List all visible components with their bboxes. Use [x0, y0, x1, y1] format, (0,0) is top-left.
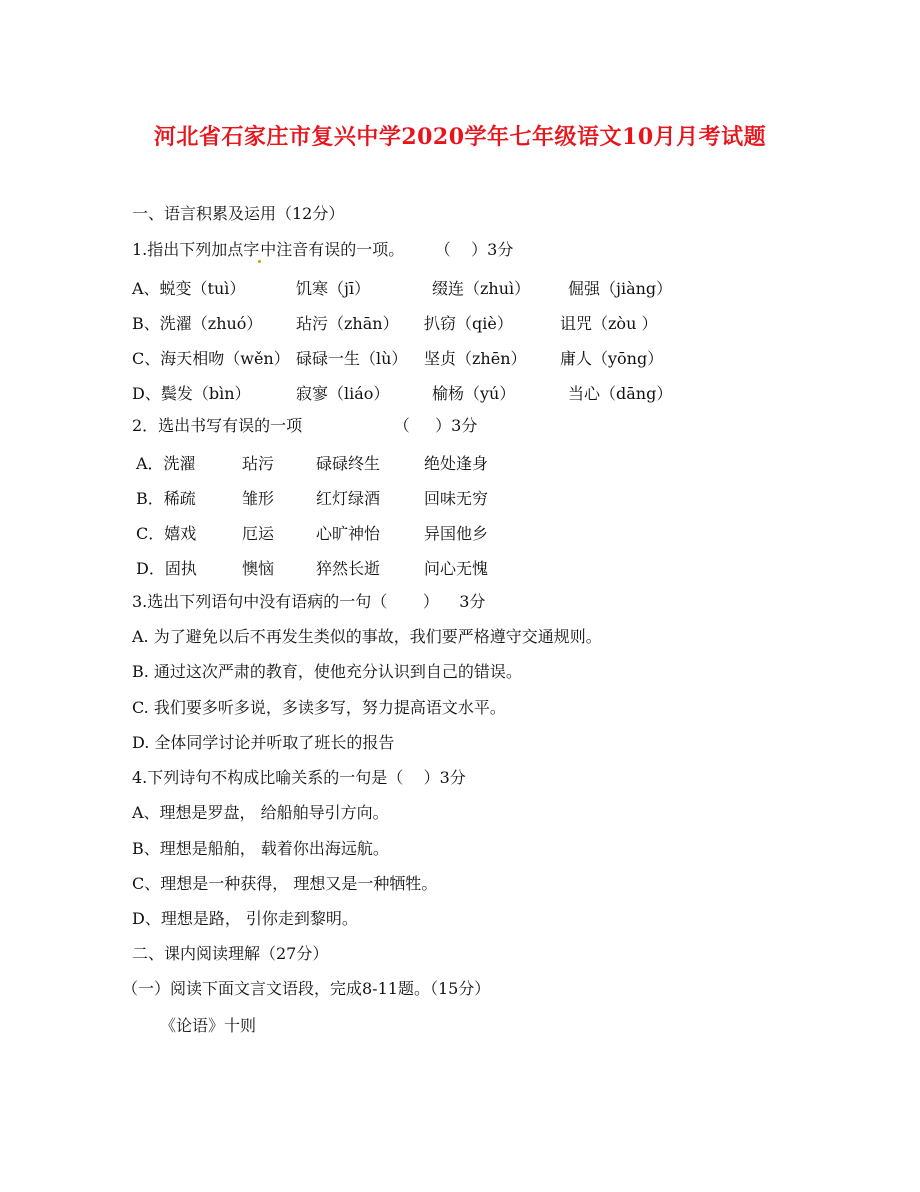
q1-row-a	[0, 276, 920, 296]
q3-option-b: B. 通过这次严肃的教育，使他充分认识到自己的错误。	[132, 662, 522, 681]
q2-option: D．固执	[136, 559, 197, 578]
q1-option: 坚贞（zhēn）	[424, 349, 527, 368]
q1-stem-part-a: 1.指出下列加点字	[132, 240, 260, 259]
emphasis-dot-icon	[258, 260, 261, 263]
q1-stem	[132, 240, 513, 260]
q2-option: 雏形	[242, 489, 275, 508]
q4-option-b: B、理想是船舶， 载着你出海远航。	[132, 839, 389, 858]
q1-option: D、鬓发（bìn）	[132, 384, 251, 403]
q1-option: B、洗濯（zhuó）	[132, 314, 263, 333]
q2-option: 异国他乡	[424, 524, 489, 543]
q4-option-a: A、理想是罗盘， 给船舶导引方向。	[132, 803, 389, 822]
q2-stem: 2．选出书写有误的一项 （ ）3分	[132, 416, 478, 435]
page-title: 河北省石家庄市复兴中学2020学年七年级语文10月月考试题	[153, 124, 767, 150]
q4-option-c: C、理想是一种获得， 理想又是一种牺牲。	[132, 874, 438, 893]
q2-row-c	[0, 521, 920, 541]
q1-option: 碌碌一生（lù）	[296, 349, 408, 368]
q2-option: 懊恼	[242, 559, 275, 578]
reading-instruction: （一）阅读下面文言文语段，完成8-11题。（15分）	[122, 979, 491, 998]
q2-option: 玷污	[242, 454, 275, 473]
q2-row-b	[0, 486, 920, 506]
q4-option-d: D、理想是路， 引你走到黎明。	[132, 909, 358, 928]
q3-option-a: A. 为了避免以后不再发生类似的事故，我们要严格遵守交通规则。	[132, 627, 602, 646]
q1-row-b	[0, 311, 920, 331]
q1-row-d	[0, 381, 920, 401]
reading-text-title: 《论语》十则	[160, 1016, 257, 1035]
q1-stem-part-b: 中注音有误的一项。 （ ）3分	[260, 240, 514, 259]
q1-row-c	[0, 346, 920, 366]
q1-option: C、海天相吻（wěn）	[132, 349, 290, 368]
q1-option: 玷污（zhān）	[296, 314, 399, 333]
q1-option: 当心（dāng）	[568, 384, 673, 403]
q2-option: 猝然长逝	[316, 559, 381, 578]
q2-option: 碌碌终生	[316, 454, 381, 473]
q1-option: A、蜕变（tuì）	[132, 279, 246, 298]
q2-option: 回味无穷	[424, 489, 489, 508]
q1-option: 倔强（jiàng）	[568, 279, 673, 298]
q2-option: A．洗濯	[136, 454, 196, 473]
q2-option: B．稀疏	[136, 489, 196, 508]
q1-option: 饥寒（jī）	[296, 279, 371, 298]
q3-option-d: D. 全体同学讨论并听取了班长的报告	[132, 733, 395, 752]
q1-option: 榆杨（yú）	[432, 384, 516, 403]
q2-option: 问心无愧	[424, 559, 489, 578]
q2-option: 绝处逢身	[424, 454, 489, 473]
q4-stem: 4.下列诗句不构成比喻关系的一句是（ ）3分	[132, 768, 466, 787]
q1-option: 扒窃（qiè）	[424, 314, 513, 333]
section-heading-1: 一、语言积累及运用（12分）	[132, 204, 345, 223]
q1-option: 缀连（zhuì）	[432, 279, 531, 298]
q2-row-a	[0, 451, 920, 471]
section-heading-2: 二、课内阅读理解（27分）	[132, 944, 329, 963]
q2-option: 心旷神怡	[316, 524, 381, 543]
q2-option: 厄运	[242, 524, 275, 543]
q3-option-c: C. 我们要多听多说，多读多写，努力提高语文水平。	[132, 698, 506, 717]
q1-option: 庸人（yōng）	[560, 349, 664, 368]
q2-option: C．嬉戏	[136, 524, 197, 543]
q3-stem: 3.选出下列语句中没有语病的一句（ ） 3分	[132, 592, 486, 611]
q1-option: 寂寥（liáo）	[296, 384, 390, 403]
q2-option: 红灯绿酒	[316, 489, 381, 508]
q1-option: 诅咒（zòu ）	[560, 314, 658, 333]
q2-row-d	[0, 556, 920, 576]
